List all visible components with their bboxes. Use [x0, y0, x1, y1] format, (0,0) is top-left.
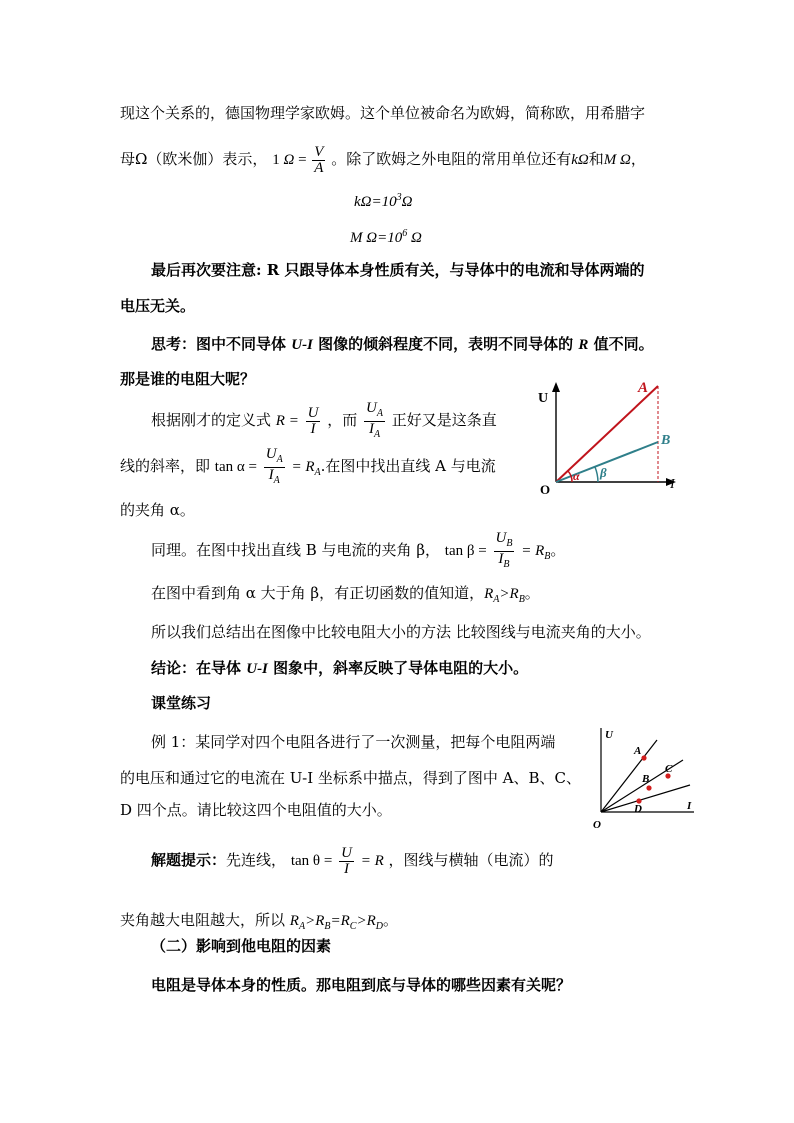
- u-label: U: [605, 729, 613, 741]
- unit-kohm: kΩ: [571, 152, 589, 168]
- formula-kohm-left: kΩ=10: [354, 194, 397, 210]
- para-intro-line1: 现这个关系的，德国物理学家欧姆。这个单位被命名为欧姆，简称欧，用希腊字: [120, 104, 646, 122]
- frac-num: U: [366, 399, 377, 416]
- summary-line: 所以我们总结出在图像中比较电阻大小的方法 比较图线与电流夹角的大小。: [151, 623, 651, 641]
- fraction-ua-over-ia: [264, 447, 285, 488]
- beta-label: β: [600, 465, 607, 480]
- slope-line3: 的夹角 α。: [120, 501, 195, 519]
- line-od: [601, 785, 690, 812]
- text: 思考：图中不同导体: [151, 335, 292, 353]
- frac-den-sub: A: [373, 428, 381, 440]
- ohm-def-omega: Ω: [283, 152, 295, 168]
- frac-num-sub: A: [276, 453, 283, 465]
- a-label: A: [638, 380, 649, 396]
- text: 结论：在导体: [151, 659, 247, 677]
- ohm-definition: [272, 144, 331, 177]
- op: =: [330, 913, 341, 929]
- hint-label: 解题提示：: [151, 851, 227, 869]
- frac-num-sub: A: [376, 407, 383, 419]
- frac-num: U: [341, 844, 352, 861]
- eq-r: = R: [521, 543, 545, 559]
- frac-den: I: [268, 466, 274, 483]
- text: 。: [382, 911, 398, 929]
- example-line3: D 四个点。请比较这四个电阻值的大小。: [120, 801, 392, 819]
- ra-sub: A: [493, 594, 500, 605]
- formula-kohm: [354, 186, 413, 214]
- ra-sub: A: [298, 921, 306, 932]
- formula-mohm-right: Ω: [407, 230, 422, 246]
- frac-num: V: [314, 144, 324, 161]
- fraction-v-over-a: [312, 145, 325, 176]
- think-line2: 那是谁的电阻大呢？: [120, 370, 256, 388]
- slope-line1: [151, 399, 497, 441]
- slope-line2: [120, 445, 496, 487]
- frac-den-sub: A: [273, 474, 280, 486]
- example-line2: 的电压和通过它的电流在 U-I 坐标系中描点，得到了图中 A、B、C、: [120, 769, 582, 787]
- point-b: [646, 785, 651, 790]
- frac-den: I: [344, 860, 349, 877]
- fraction-u-over-i: [306, 406, 321, 437]
- tan-beta: tan β =: [444, 543, 487, 559]
- text: 图像的倾斜程度不同，表明不同导体的: [312, 335, 579, 353]
- text: 在图中看到角 α 大于角 β，有正切函数的值知道，: [151, 584, 485, 602]
- eq-r: = R: [360, 853, 384, 869]
- i-label: I: [687, 800, 692, 812]
- frac-den: I: [498, 550, 504, 567]
- u-label: U: [538, 391, 549, 406]
- gt: >: [499, 586, 510, 602]
- compare-line: [151, 581, 540, 612]
- conclusion-line: [151, 656, 528, 681]
- text: 。: [550, 541, 566, 559]
- unit-mohm: M Ω: [603, 152, 631, 168]
- formula-mohm-left: M Ω=10: [350, 230, 403, 246]
- hint-line1: [151, 840, 554, 880]
- i-label: I: [670, 477, 675, 492]
- note-line2: 电压无关。: [120, 297, 196, 315]
- text: 值不同。: [588, 335, 654, 353]
- fraction-u-over-i: [339, 846, 354, 877]
- frac-den: I: [368, 420, 374, 437]
- formula-kohm-exp: 3: [396, 192, 402, 203]
- exercise-title: 课堂练习: [151, 694, 212, 712]
- section-heading: （二）影响到他电阻的因素: [151, 937, 332, 955]
- eq-rb: [521, 543, 551, 562]
- line-a: [556, 386, 658, 482]
- tan-theta: tan θ =: [290, 853, 333, 869]
- rb: R: [315, 913, 325, 929]
- ohm-def-left: 1: [272, 152, 280, 168]
- u-axis-arrow-icon: [552, 382, 560, 392]
- text: 母Ω（欧米伽）表示，: [120, 150, 268, 168]
- eq-r-sub: B: [544, 551, 551, 562]
- fraction-ub-over-ib: [494, 531, 515, 572]
- op: >: [305, 913, 316, 929]
- ui-graph-ab: [530, 370, 690, 500]
- text: 正好又是这条直: [391, 411, 497, 429]
- text: 先连线，: [226, 851, 287, 869]
- formula-kohm-right: Ω: [401, 194, 413, 210]
- example-line1: 例 1：某同学对四个电阻各进行了一次测量，把每个电阻两端: [151, 733, 556, 751]
- point-a: [641, 755, 646, 760]
- frac-den: A: [314, 160, 324, 177]
- ui-graph-abcd: [590, 720, 700, 832]
- r-term: R: [578, 337, 589, 353]
- rb-sub: B: [518, 594, 525, 605]
- rc: R: [340, 913, 350, 929]
- text: 和: [588, 150, 604, 168]
- point-b-label: B: [642, 773, 650, 785]
- rd: R: [366, 913, 376, 929]
- ra: R: [289, 913, 299, 929]
- eq-ra: [291, 459, 321, 478]
- eq-r-sub: A: [314, 467, 321, 478]
- text: ，图线与横轴（电流）的: [388, 851, 554, 869]
- text: .在图中找出直线 A 与电流: [320, 457, 496, 475]
- text: 同理。在图中找出直线 B 与电流的夹角 β，: [151, 541, 441, 559]
- resistance-order: [289, 913, 383, 932]
- ui-term: U-I: [246, 661, 268, 677]
- text: 。除了欧姆之外电阻的常用单位还有: [331, 150, 572, 168]
- text: 夹角越大电阻越大，所以: [120, 911, 290, 929]
- frac-num: U: [495, 529, 507, 546]
- frac-den-sub: B: [503, 558, 510, 570]
- beta-arc: [595, 467, 598, 482]
- ohm-def-eq: =: [298, 152, 307, 168]
- note-line1: 最后再次要注意: R 只跟导体本身性质有关，与导体中的电流和导体两端的: [151, 261, 645, 279]
- text: 图象中，斜率反映了导体电阻的大小。: [267, 659, 529, 677]
- frac-den: I: [310, 420, 316, 437]
- ui-term: U-I: [291, 337, 313, 353]
- b-label: B: [661, 433, 671, 448]
- question-line: 电阻是导体本身的性质。那电阻到底与导体的哪些因素有关呢？: [151, 976, 572, 994]
- fraction-ua-over-ia: [364, 401, 385, 442]
- frac-num: U: [265, 445, 277, 462]
- text: ，: [630, 150, 646, 168]
- rb: R: [509, 586, 519, 602]
- text: ，而: [327, 411, 358, 429]
- text: 。: [524, 584, 540, 602]
- point-d-label: D: [634, 803, 642, 815]
- tan-alpha: tan α =: [214, 459, 257, 475]
- r-eq: R =: [275, 413, 299, 429]
- formula-mohm-exp: 6: [402, 228, 408, 239]
- think-line1: [151, 332, 654, 357]
- rd-sub: D: [375, 921, 383, 932]
- point-c-label: C: [665, 763, 673, 775]
- para-intro-line2: [120, 139, 646, 179]
- eq-r: = R: [291, 459, 315, 475]
- text: 根据刚才的定义式: [151, 411, 272, 429]
- ra: R: [484, 586, 494, 602]
- formula-mohm: [350, 222, 422, 250]
- alpha-label: α: [573, 469, 580, 483]
- o-label: O: [593, 819, 601, 831]
- frac-num-sub: B: [506, 537, 513, 549]
- o-label: O: [540, 482, 551, 497]
- op: >: [356, 913, 367, 929]
- same-line: [151, 530, 565, 570]
- frac-num: U: [307, 404, 319, 421]
- rb-sub: B: [324, 921, 331, 932]
- point-a-label: A: [634, 745, 642, 757]
- text: 线的斜率，即: [120, 457, 211, 475]
- rc-sub: C: [349, 921, 357, 932]
